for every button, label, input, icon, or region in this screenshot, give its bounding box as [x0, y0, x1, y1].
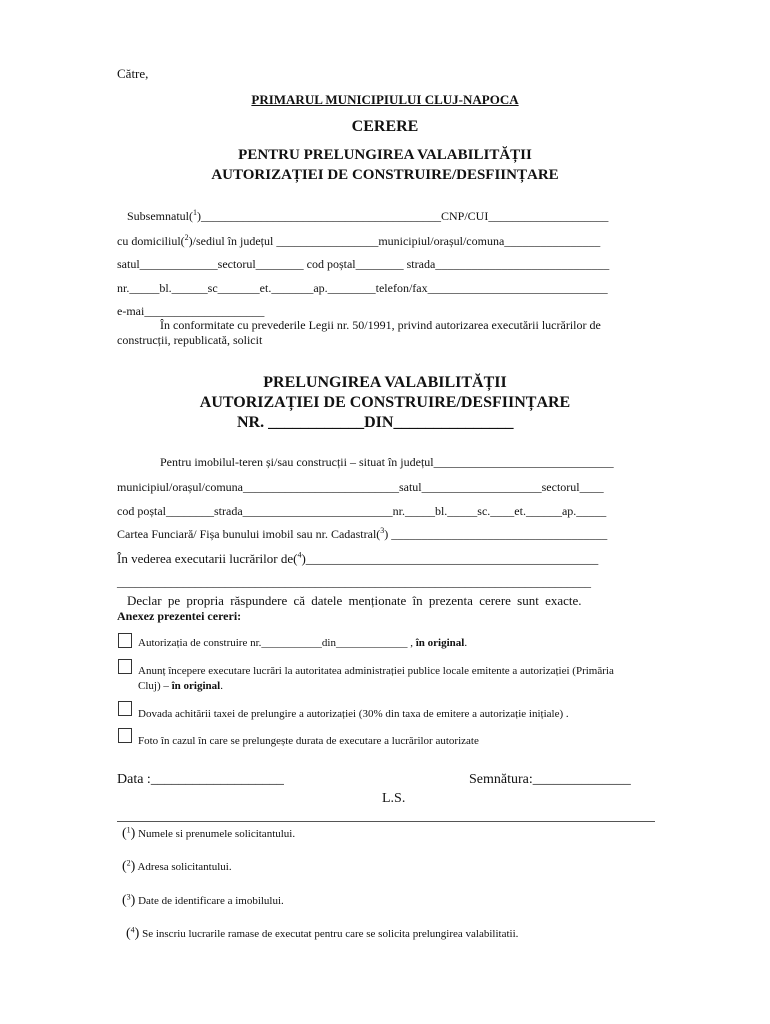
annex-checkbox-4[interactable]: [118, 728, 132, 743]
declaration-text: Declar pe propria răspundere că datele menționate în prezenta cerere sunt exacte.: [127, 593, 582, 608]
annex-checkbox-2[interactable]: [118, 659, 132, 674]
footnote-ref: 4: [297, 550, 302, 560]
request-heading-3[interactable]: NR. ____________DIN_______________: [237, 414, 514, 431]
footnote-text: Date de identificare a imobilului.: [135, 895, 284, 907]
annex-item-text: Autorizația de construire nr.___________din_____________ ,: [138, 637, 416, 649]
footnote-ref: 3: [380, 526, 385, 535]
footnote-paren: ): [130, 859, 136, 874]
property-line-2[interactable]: municipiul/orașul/comuna__________________________satul____________________sectorul____: [117, 480, 604, 494]
footnote-paren: (: [122, 826, 127, 841]
signature-field[interactable]: Semnătura:______________: [469, 772, 631, 787]
footnote-text: Adresa solicitantului.: [135, 861, 232, 873]
annex-item-tail: .: [220, 680, 223, 692]
legal-basis-line-1: În conformitate cu prevederile Legii nr. 50/1991, privind autorizarea executării lucrărilor de: [160, 318, 601, 332]
annex-item-3: Dovada achitării taxei de prelungire a autorizației (30% din taxa de emitere a autorizație inițiale) .: [138, 708, 569, 720]
document-subtitle-2: AUTORIZAȚIEI DE CONSTRUIRE/DESFIINȚARE: [211, 167, 559, 183]
footnote-paren: (: [122, 893, 127, 908]
works-field[interactable]: )_____________________________________________: [301, 551, 599, 566]
annex-item-bold: în original: [171, 680, 221, 692]
property-line-6[interactable]: _______________________________________________________________________________: [117, 575, 591, 589]
annex-title: Anexez prezentei cereri:: [117, 609, 242, 623]
applicant-email-line[interactable]: e-mai____________________: [117, 304, 265, 318]
applicant-line-1: [127, 210, 608, 224]
property-line-3[interactable]: cod poștal________strada_________________________nr._____bl._____sc.____et.______ap._____: [117, 504, 607, 518]
footnote-2: [122, 859, 232, 875]
property-line-4: [117, 528, 607, 542]
document-title: CERERE: [351, 118, 419, 135]
annex-checkbox-3[interactable]: [118, 701, 132, 716]
applicant-name-cnp-field[interactable]: )________________________________________CNP/CUI____________________: [197, 209, 609, 223]
property-line-5: [117, 552, 598, 567]
footnote-paren: ): [134, 926, 140, 941]
legal-basis-line-2: construcții, republicată, solicit: [117, 333, 263, 347]
footnote-ref: 1: [193, 208, 197, 217]
footnote-paren: (: [122, 859, 127, 874]
request-heading-1: PRELUNGIREA VALABILITĂȚII: [263, 374, 507, 391]
footnote-number: 3: [126, 892, 131, 902]
footnote-paren: (: [126, 926, 131, 941]
footnote-paren: ): [130, 826, 136, 841]
footnote-number: 2: [126, 858, 131, 868]
annex-item-1: [138, 637, 467, 650]
works-label: În vederea executarii lucrărilor de(: [117, 551, 298, 566]
annex-item-tail: .: [464, 637, 468, 649]
cadastral-label: Cartea Funciară/ Fișa bunului imobil sau nr. Cadastral(: [117, 527, 381, 541]
applicant-name-label: Subsemnatul(: [127, 209, 193, 223]
footnote-ref: 2: [184, 233, 189, 242]
footnote-text: Se inscriu lucrarile ramase de executat pentru care se solicita prelungirea valabilitatii.: [139, 928, 519, 940]
cadastral-field[interactable]: ) ____________________________________: [384, 527, 608, 541]
annex-item-2: Anunț începere executare lucrări la autoritatea administrației publice locale emitente a autorizației (Primăria: [138, 665, 614, 677]
footnote-number: 4: [130, 925, 135, 935]
footnote-paren: ): [130, 893, 136, 908]
footnote-1: [122, 826, 295, 842]
footnote-3: [122, 893, 284, 909]
domicile-label: cu domiciliul(: [117, 234, 185, 248]
document-subtitle-1: PENTRU PRELUNGIREA VALABILITĂȚII: [238, 147, 532, 163]
seal-label: L.S.: [382, 791, 406, 806]
annex-item-4: Foto în cazul în care se prelungește durata de executare a lucrărilor autorizate: [138, 735, 479, 747]
addressee-label: Către,: [117, 66, 149, 81]
annex-item-2-cont: [138, 680, 223, 693]
annex-item-text: Cluj) –: [138, 680, 172, 692]
domicile-field[interactable]: )/sediul în județul _________________municipiul/orașul/comuna________________: [188, 234, 601, 248]
applicant-contact-line[interactable]: nr._____bl.______sc_______et._______ap.________telefon/fax______________________________: [117, 281, 608, 295]
property-line-1[interactable]: Pentru imobilul-teren și/sau construcții – situat în județul______________________________: [160, 455, 614, 469]
annex-checkbox-1[interactable]: [118, 633, 132, 648]
applicant-line-2: [117, 235, 600, 249]
footnote-text: Numele si prenumele solicitantului.: [135, 828, 296, 840]
recipient-title: PRIMARUL MUNICIPIULUI CLUJ-NAPOCA: [251, 92, 519, 107]
footnote-number: 1: [126, 825, 131, 835]
footnote-4: [126, 926, 518, 942]
date-field[interactable]: Data :___________________: [117, 772, 284, 787]
applicant-address-line[interactable]: satul_____________sectorul________ cod poștal________ strada_____________________________: [117, 257, 610, 271]
annex-item-bold: în original: [415, 637, 465, 649]
request-heading-2: AUTORIZAȚIEI DE CONSTRUIRE/DESFIINȚARE: [199, 394, 571, 411]
footnote-divider: [117, 821, 655, 822]
